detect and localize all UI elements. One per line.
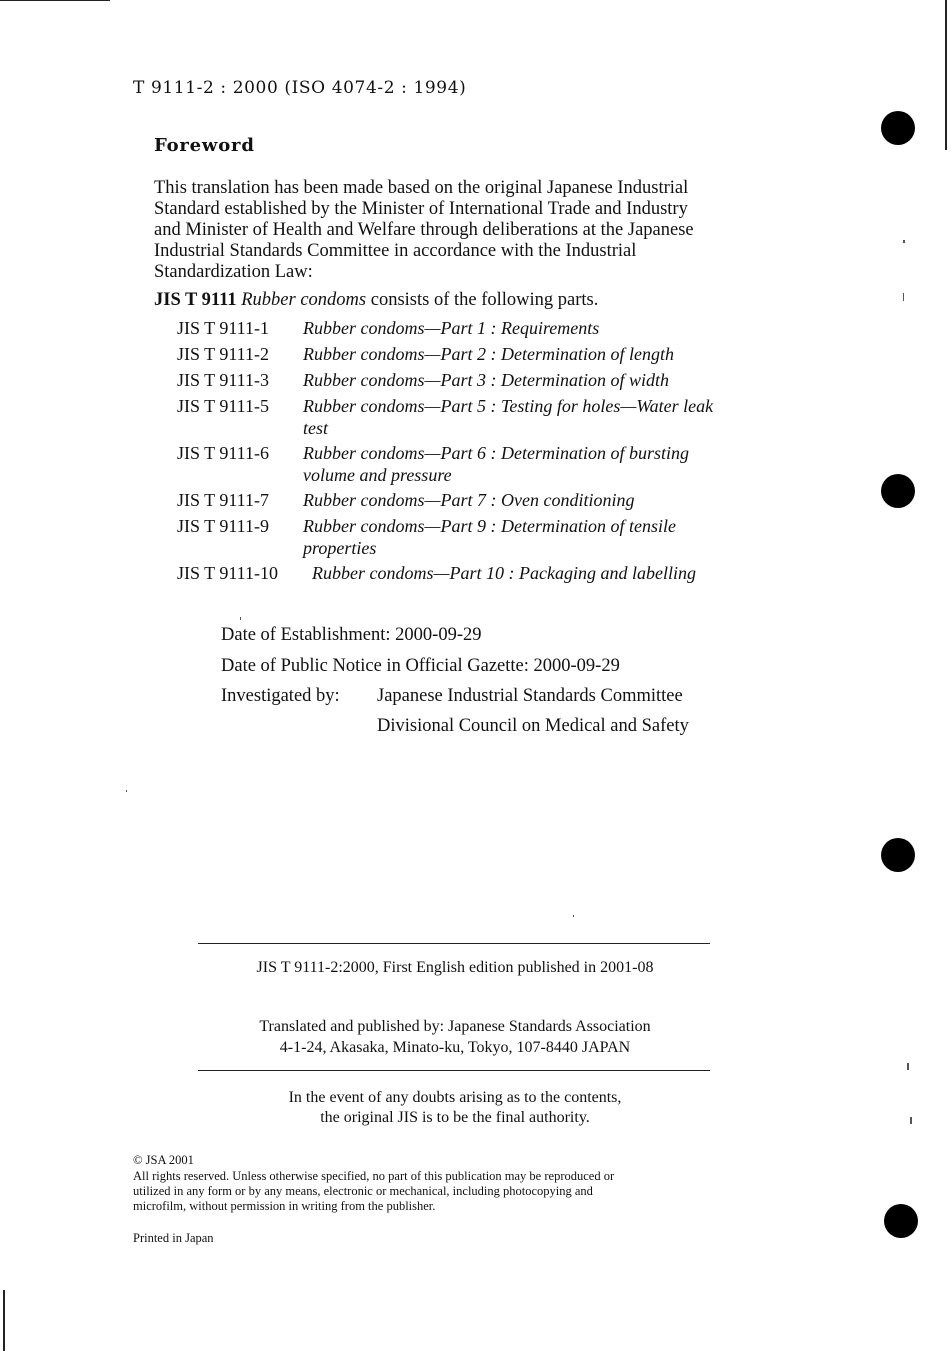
establishment-date: Date of Establishment: 2000-09-29: [221, 625, 482, 645]
printed-in: Printed in Japan: [133, 1231, 214, 1245]
part-number: JIS T 9111-2: [177, 344, 270, 364]
part-title: Rubber condoms—Part 7 : Oven conditioning: [303, 490, 635, 510]
part-title: Rubber condoms—Part 5 : Testing for holes—Water leak: [303, 396, 714, 416]
binder-hole-marker: [881, 838, 915, 872]
public-notice-date: Date of Public Notice in Official Gazette: 2000-09-29: [221, 656, 620, 676]
intro-line: This translation has been made based on the original Japanese Industrial: [154, 178, 689, 198]
part-title: Rubber condoms—Part 1 : Requirements: [303, 318, 600, 338]
scan-speck: [126, 790, 127, 792]
part-number: JIS T 9111-9: [177, 516, 270, 536]
scan-speck: [907, 1063, 909, 1070]
part-number: JIS T 9111-5: [177, 396, 270, 416]
part-title-continued: properties: [303, 538, 377, 558]
binder-hole-marker: [881, 111, 915, 145]
investigated-committee: Japanese Industrial Standards Committee: [377, 686, 683, 706]
binder-hole-marker: [881, 474, 915, 508]
divider-top: [198, 943, 710, 944]
publisher-line: Translated and published by: Japanese Standards Association: [259, 1018, 651, 1035]
binder-hole-marker: [884, 1204, 918, 1238]
foreword-intro: [154, 178, 774, 283]
scan-speck: [573, 915, 574, 917]
scan-speck: [240, 617, 241, 620]
investigated-label: Investigated by:: [221, 686, 340, 706]
scan-speck: [903, 240, 905, 243]
scan-speck: [903, 293, 904, 301]
page-edge-left: [3, 1290, 5, 1351]
authority-note-line: the original JIS is to be the final authority.: [320, 1109, 590, 1126]
part-number: JIS T 9111-1: [177, 318, 270, 338]
parts-intro-title: Rubber condoms: [241, 290, 367, 310]
page-edge-top: [0, 0, 110, 1]
rights-line: microfilm, without permission in writing from the publisher.: [133, 1199, 436, 1213]
part-title: Rubber condoms—Part 9 : Determination of tensile: [303, 516, 676, 536]
part-title-continued: volume and pressure: [303, 465, 452, 485]
document-code: T 9111-2 : 2000 (ISO 4074-2 : 1994): [133, 78, 467, 98]
foreword-title: Foreword: [154, 135, 255, 156]
part-title: Rubber condoms—Part 6 : Determination of bursting: [303, 443, 689, 463]
page-edge-right: [945, 0, 947, 150]
edition-note: JIS T 9111-2:2000, First English edition published in 2001-08: [256, 959, 654, 976]
copyright-symbol-line: © JSA 2001: [133, 1153, 194, 1167]
intro-line: Industrial Standards Committee in accordance with the Industrial: [154, 241, 637, 261]
part-title: Rubber condoms—Part 3 : Determination of width: [303, 370, 669, 390]
scan-speck: [910, 1117, 912, 1124]
part-number: JIS T 9111-7: [177, 490, 270, 510]
part-number: JIS T 9111-3: [177, 370, 270, 390]
intro-line: Standardization Law:: [154, 262, 313, 282]
authority-note-line: In the event of any doubts arising as to the contents,: [288, 1089, 622, 1106]
part-number: JIS T 9111-6: [177, 443, 270, 463]
parts-intro-code: JIS T 9111: [154, 290, 237, 310]
part-title: Rubber condoms—Part 10 : Packaging and labelling: [312, 563, 696, 583]
intro-line: Standard established by the Minister of International Trade and Industry: [154, 199, 688, 219]
rights-line: All rights reserved. Unless otherwise specified, no part of this publication may be reproduced or: [133, 1169, 615, 1183]
rights-line: utilized in any form or by any means, electronic or mechanical, including photocopying and: [133, 1184, 593, 1198]
divider-bottom: [198, 1070, 710, 1071]
investigated-council: Divisional Council on Medical and Safety: [377, 716, 689, 736]
publisher-address: 4-1-24, Akasaka, Minato-ku, Tokyo, 107-8440 JAPAN: [279, 1039, 631, 1056]
part-title: Rubber condoms—Part 2 : Determination of length: [303, 344, 674, 364]
parts-intro: [154, 290, 598, 311]
parts-intro-suffix: consists of the following parts.: [366, 290, 599, 310]
part-number: JIS T 9111-10: [177, 563, 279, 583]
intro-line: and Minister of Health and Welfare through deliberations at the Japanese: [154, 220, 694, 240]
part-title-continued: test: [303, 418, 328, 438]
